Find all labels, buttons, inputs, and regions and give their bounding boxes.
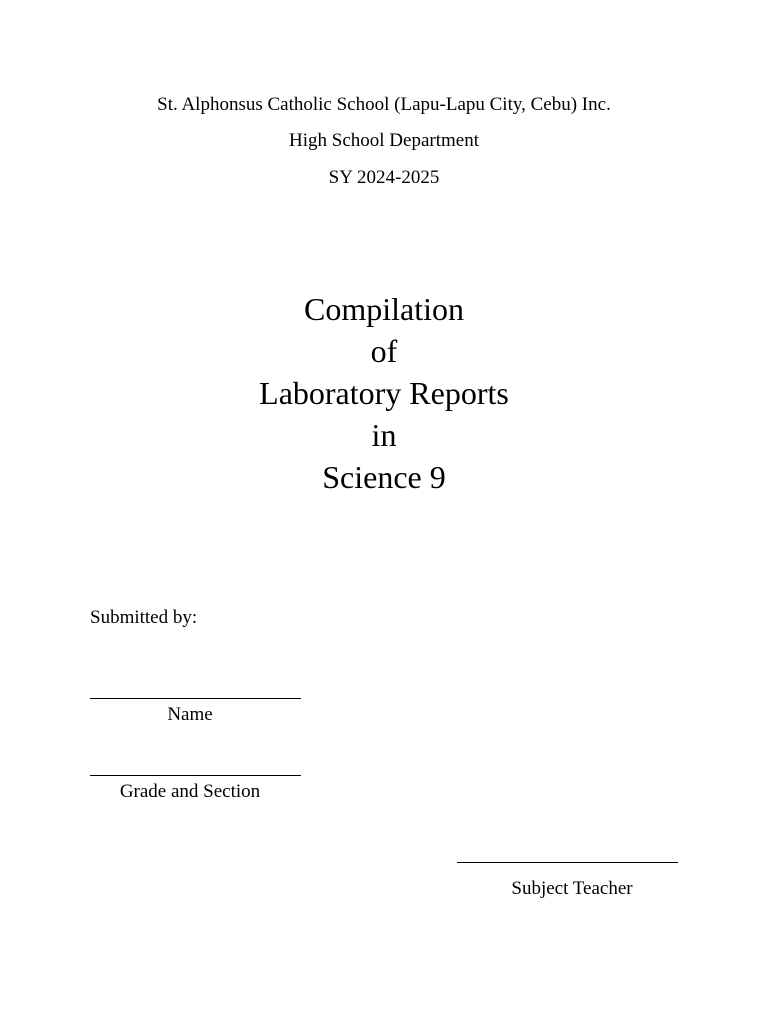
title-line-of: of bbox=[370, 333, 398, 369]
title-line-science: Science 9 bbox=[322, 459, 446, 495]
school-year: SY 2024-2025 bbox=[328, 167, 440, 188]
subject-teacher-signature-line bbox=[457, 862, 678, 863]
submitted-by-label: Submitted by: bbox=[90, 607, 198, 628]
school-name: St. Alphonsus Catholic School (Lapu-Lapu City, Cebu) Inc. bbox=[157, 94, 611, 115]
title-line-compilation: Compilation bbox=[304, 291, 464, 327]
name-label: Name bbox=[167, 704, 213, 725]
grade-section-label: Grade and Section bbox=[119, 781, 261, 802]
title-line-laboratory-reports: Laboratory Reports bbox=[259, 375, 509, 411]
title-line-in: in bbox=[371, 417, 397, 453]
name-signature-line bbox=[90, 698, 301, 699]
subject-teacher-label: Subject Teacher bbox=[511, 878, 633, 899]
grade-section-signature-line bbox=[90, 775, 301, 776]
document-title bbox=[0, 288, 768, 498]
department-name: High School Department bbox=[289, 130, 479, 151]
